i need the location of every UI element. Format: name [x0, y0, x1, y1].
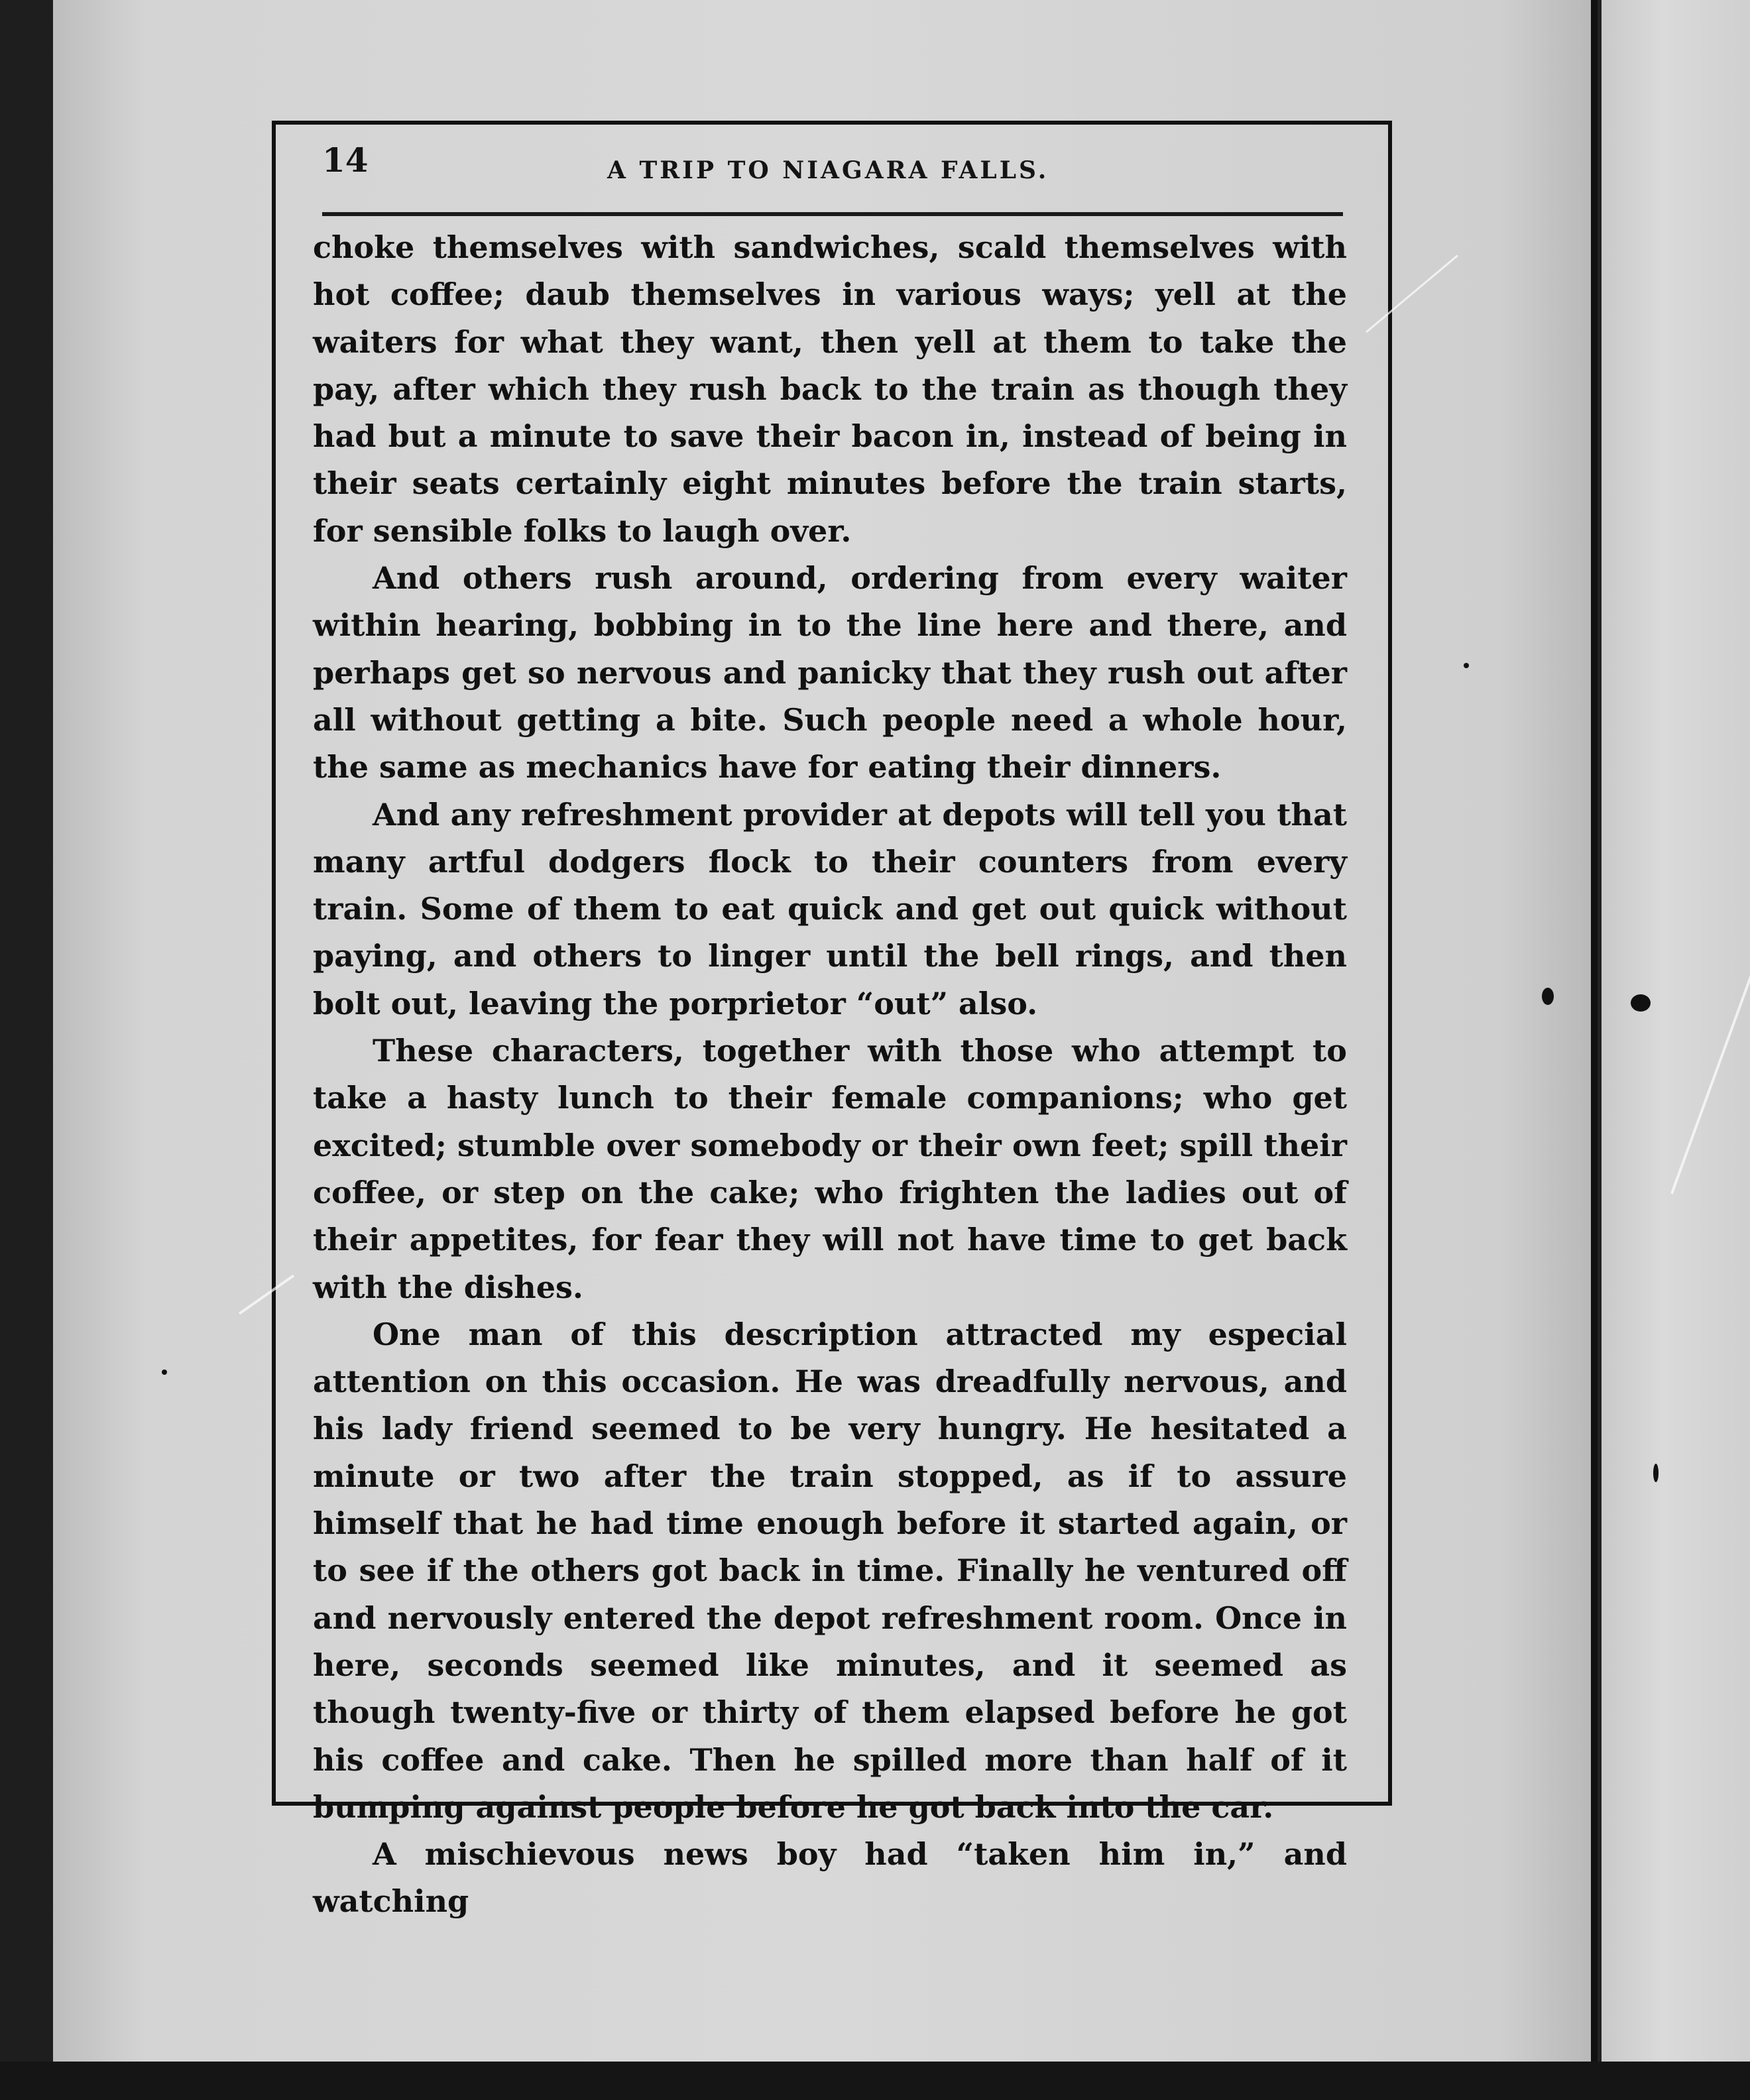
header-rule — [322, 212, 1343, 216]
body-text — [313, 224, 1347, 1926]
paragraph: And others rush around, ordering from every waiter within hearing, bobbing in to the line here and there, and perhaps get so nervous and panicky that they rush out after all without getting a bite. Such people need a whole hour, the same as mechanics have for eating their dinners. — [313, 560, 1347, 786]
paragraph: One man of this description attracted my especial attention on this occasion. He was dreadfully nervous, and his lady friend seemed to be very hungry. He hesitated a minute or two after the train stopped, as if to assure himself that he had time enough before it started again, or to see if the others got back in time. Finally he ventured off and nervously entered the depot refreshment room. Once in here, seconds seemed like minutes, and it seemed as though twenty-five or thirty of them elapsed before he got his coffee and cake. Then he spilled more than half of it bumping against people before he got back into the car. — [313, 1316, 1347, 1825]
page-number: 14 — [322, 141, 369, 180]
paragraph: A mischievous news boy had “taken him in,” and watching — [313, 1836, 1347, 1920]
page-header — [322, 137, 1343, 203]
running-title: A TRIP TO NIAGARA FALLS. — [607, 156, 1049, 184]
paragraph: choke themselves with sandwiches, scald themselves with hot coffee; daub themselves in various ways; yell at the waiters for what they want, then yell at them to take the pay, after which they rush back to the train as though they had but a minute to save their bacon in, instead of being in their seats certainly eight minutes before the train starts, for sensible folks to laugh over. — [313, 229, 1347, 549]
paragraph: And any refreshment provider at depots will tell you that many artful dodgers flock to their counters from every train. Some of them to eat quick and get out quick without paying, and others to linger until the bell rings, and then bolt out, leaving the porprietor “out” also. — [313, 796, 1347, 1021]
adjacent-page-edge — [1598, 0, 1750, 2068]
scan-speck — [162, 1370, 167, 1375]
scan-speck — [1542, 988, 1554, 1005]
scan-speck — [1464, 663, 1469, 668]
scan-border — [0, 2062, 1750, 2100]
scan-speck — [1653, 1464, 1659, 1482]
scan-speck — [1631, 994, 1651, 1012]
paragraph: These characters, together with those who attempt to take a hasty lunch to their female companions; who get excited; stumble over somebody or their own feet; spill their coffee, or step on the cake; who frighten the ladies out of their appetites, for fear they will not have time to get back with the dishes. — [313, 1033, 1347, 1305]
